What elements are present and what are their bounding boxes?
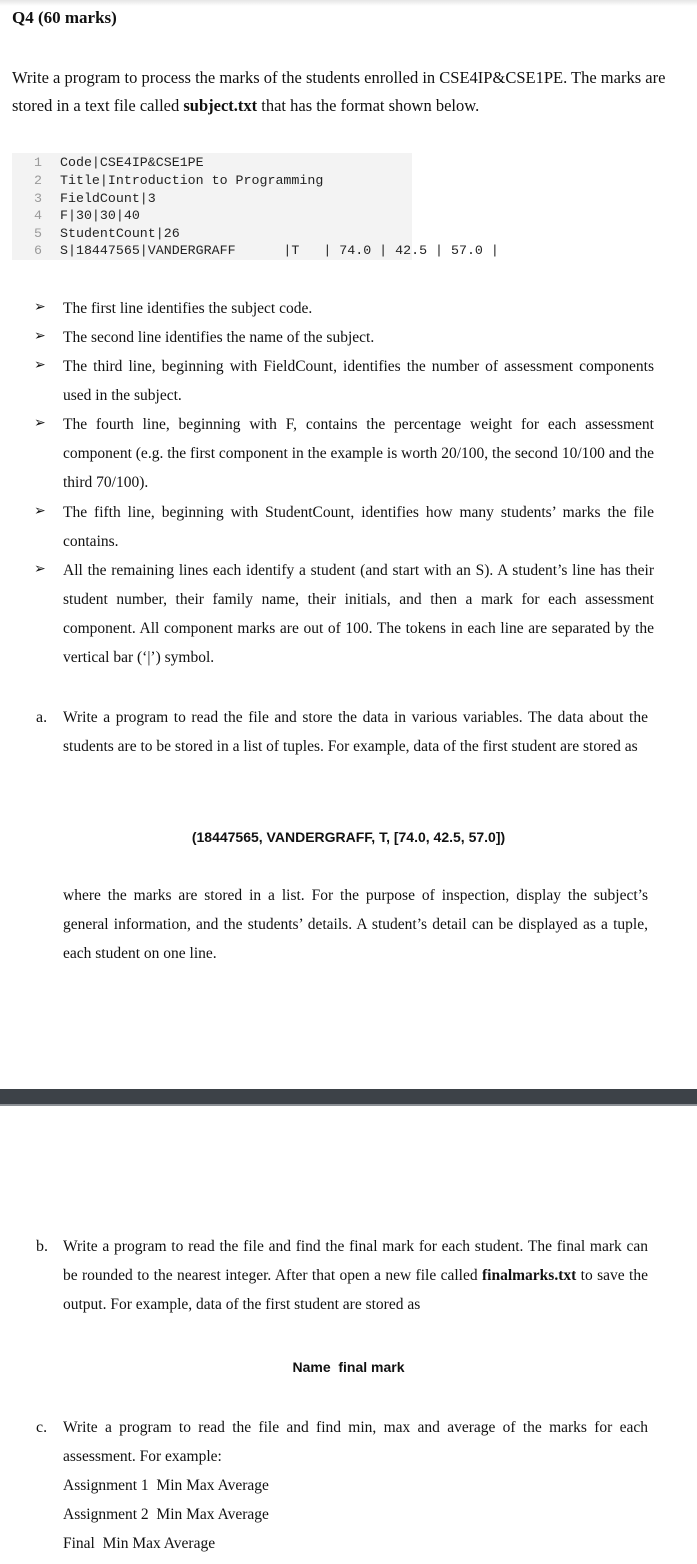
intro-filename: subject.txt (183, 96, 258, 115)
bullet-item: ➢ The fifth line, beginning with StudentCount, identifies how many students’ marks the file contains. (34, 498, 654, 556)
bullet-item: ➢ The third line, beginning with FieldCount, identifies the number of assessment components used in the subject. (34, 352, 654, 410)
part-b (36, 1232, 648, 1319)
part-c-label: c. (36, 1419, 48, 1436)
arrow-bullet-icon: ➢ (34, 329, 46, 344)
part-b-label: b. (36, 1238, 48, 1255)
part-a-label: a. (36, 709, 48, 726)
code-line: 1 Code|CSE4IP&CSE1PE (34, 155, 204, 170)
code-line: 3 FieldCount|3 (34, 191, 156, 206)
code-line: 5 StudentCount|26 (34, 226, 180, 241)
part-c-example-line: Assignment 1 Min Max Average (63, 1477, 269, 1494)
intro-paragraph: Write a program to process the marks of the students enrolled in CSE4IP&CSE1PE. The marks are stored in a text file called subject.txt that has the format shown below. (12, 68, 666, 115)
bullet-item: ➢ All the remaining lines each identify a student (and start with an S). A student’s line has their student number, their family name, their initials, and then a mark for each assessment component. All component marks are out of 100. The tokens in each line are separated by the vertical bar (‘|’) symbol. (34, 556, 654, 672)
part-c-text: Write a program to read the file and find min, max and average of the marks for each assessment. For example: (63, 1419, 648, 1465)
part-a-text-2: where the marks are stored in a list. For the purpose of inspection, display the subject’s general information, and the students’ details. A student’s detail can be displayed as a tuple, each student on one line. (63, 887, 648, 962)
code-line: 4 F|30|30|40 (34, 208, 140, 223)
part-a-continuation (36, 881, 648, 968)
part-c-example-line: Final Min Max Average (63, 1535, 216, 1552)
arrow-bullet-icon: ➢ (34, 562, 46, 577)
code-line: 2 Title|Introduction to Programming (34, 173, 324, 188)
page-divider-shade (0, 1104, 697, 1106)
question-title: Q4 (60 marks) (12, 8, 117, 27)
part-b-filename: finalmarks.txt (482, 1267, 577, 1284)
arrow-bullet-icon: ➢ (34, 504, 46, 519)
part-a-text: Write a program to read the file and store the data in various variables. The data about the students are to be stored in a list of tuples. For example, data of the first student are stored as (63, 709, 648, 755)
part-b-example: Name final mark (292, 1359, 405, 1375)
arrow-bullet-icon: ➢ (34, 300, 46, 315)
part-b-text: Write a program to read the file and find the final mark for each student. The final mark can be rounded to the nearest integer. After that open a new file called finalmarks.txt to save the output. For example, data of the first student are stored as (63, 1238, 648, 1313)
arrow-bullet-icon: ➢ (34, 358, 46, 373)
bullet-item: ➢ The fourth line, beginning with F, contains the percentage weight for each assessment component (e.g. the first component in the example is worth 20/100, the second 10/100 and the third 70/100). (34, 410, 654, 497)
arrow-bullet-icon: ➢ (34, 416, 46, 431)
code-sample-block (12, 153, 499, 260)
part-c-example-line: Assignment 2 Min Max Average (63, 1506, 269, 1523)
part-a-example: (18447565, VANDERGRAFF, T, [74.0, 42.5, 57.0]) (191, 829, 506, 845)
part-c (36, 1413, 648, 1558)
part-a (36, 703, 648, 761)
top-shadow (0, 0, 697, 6)
code-line: 6 S|18447565|VANDERGRAFF |T | 74.0 | 42.5 | 57.0 | (34, 243, 499, 258)
bullet-item: ➢ The second line identifies the name of the subject. (34, 323, 654, 352)
page-divider (0, 1089, 697, 1104)
bullet-item: ➢ The first line identifies the subject code. (34, 294, 654, 323)
